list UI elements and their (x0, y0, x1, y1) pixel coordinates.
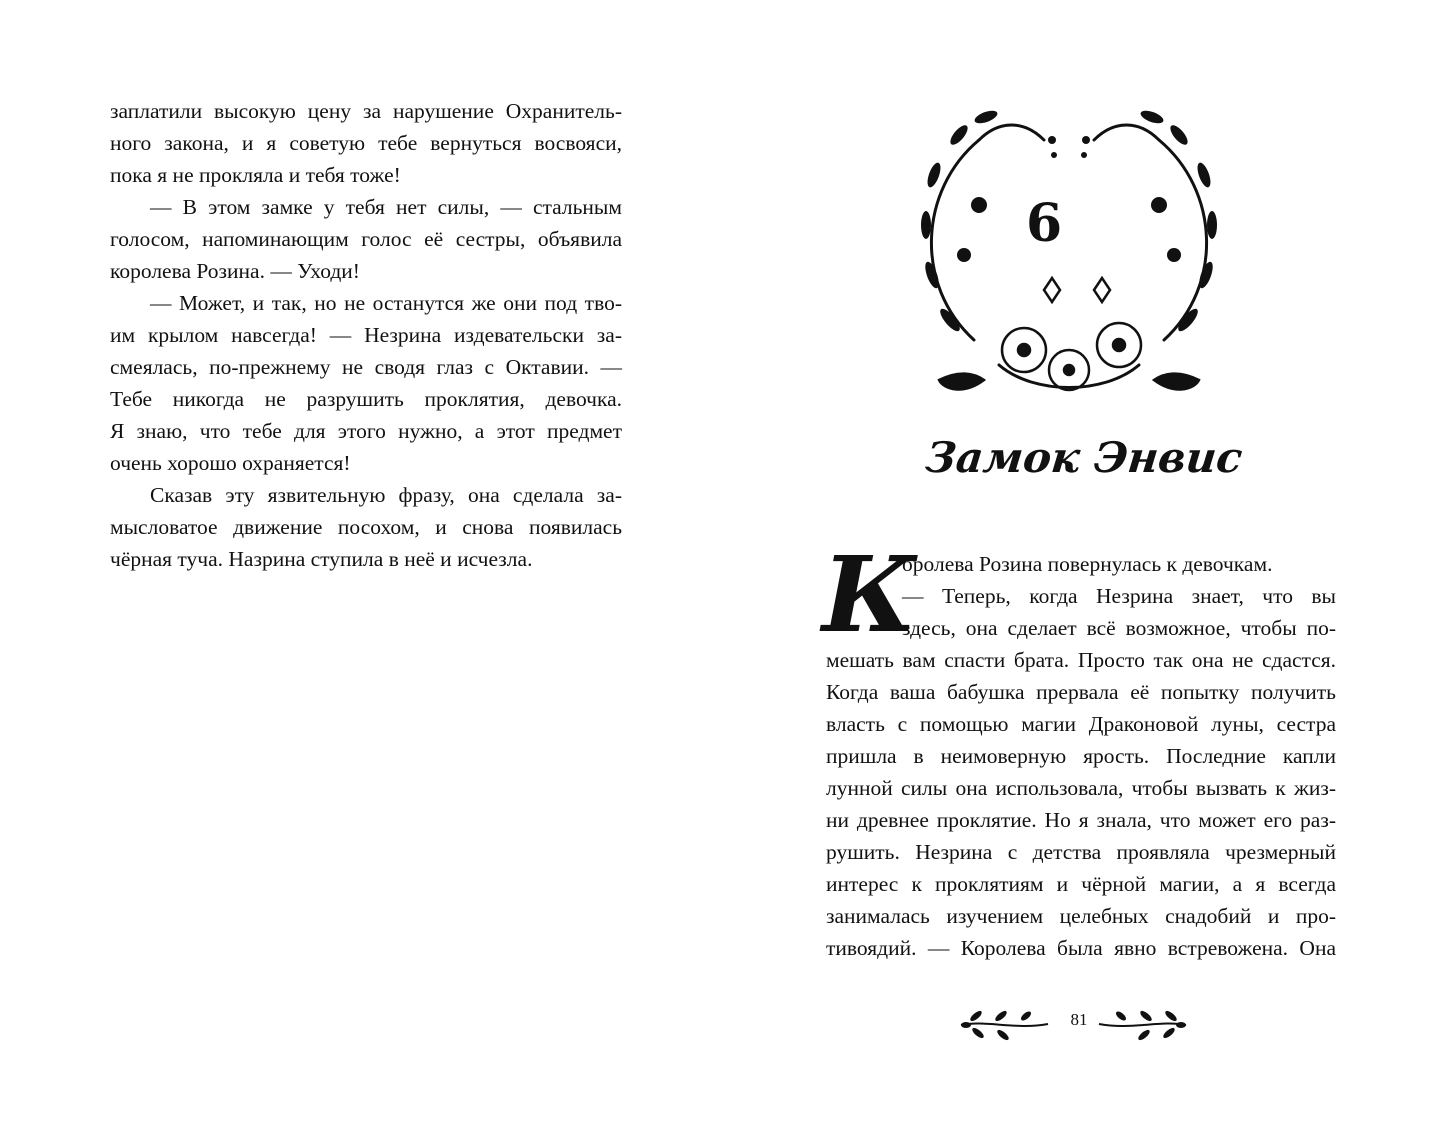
text-line: мысловатое движение посохом, и снова появилась (110, 515, 622, 539)
right-page (724, 0, 1449, 1125)
text-line: чёрная туча. Назрина ступила в неё и исчезла. (110, 547, 533, 571)
text-line: Тебе никогда не разрушить проклятия, девочка. (110, 387, 622, 411)
leaf-ornament-left-icon (956, 1000, 1051, 1050)
text-line: голосом, напоминающим голос её сестры, объявила (110, 227, 622, 251)
text-line: смеялась, по-прежнему не сводя глаз с Октавии. — (110, 355, 622, 379)
text-line: ного закона, и я советую тебе вернуться восвояси, (110, 131, 622, 155)
text-line: им крылом навсегда! — Незрина издевательски за- (110, 323, 622, 347)
text-line: пока я не прокляла и тебя тоже! (110, 163, 401, 187)
text-line: заплатили высокую цену за нарушение Охранитель- (110, 99, 622, 123)
leaf-ornament-right-icon (1096, 1000, 1191, 1050)
text-line: рушить. Незрина с детства проявляла чрезмерный (826, 840, 1336, 864)
text-line: — Может, и так, но не останутся же они под тво- (150, 291, 622, 315)
text-line: занималась изучением целебных снадобий и про- (826, 904, 1336, 928)
text-line: ни древнее проклятие. Но я знала, что может его раз- (826, 808, 1336, 832)
left-page (0, 0, 724, 1125)
text-line: — В этом замке у тебя нет силы, — стальным (150, 195, 622, 219)
floral-wreath-icon (904, 95, 1234, 405)
chapter-title: Замок Энвис (923, 433, 1245, 482)
text-line: — Теперь, когда Незрина знает, что вы (902, 584, 1336, 608)
text-line: власть с помощью магии Драконовой луны, сестра (826, 712, 1336, 736)
drop-cap: К (822, 533, 917, 656)
text-line: оролева Розина повернулась к девочкам. (902, 552, 1273, 576)
text-line: очень хорошо охраняется! (110, 451, 351, 475)
text-line: Когда ваша бабушка прервала её попытку получить (826, 680, 1336, 704)
text-line: тивоядий. — Королева была явно встревожена. Она (826, 936, 1336, 960)
text-line: лунной силы она использовала, чтобы вызвать к жиз- (826, 776, 1336, 800)
text-line: интерес к проклятиям и чёрной магии, а я всегда (826, 872, 1336, 896)
text-line: мешать вам спасти брата. Просто так она не сдастся. (826, 648, 1336, 672)
text-line: королева Розина. — Уходи! (110, 259, 360, 283)
text-line: здесь, она сделает всё возможное, чтобы по- (902, 616, 1336, 640)
text-line: Сказав эту язвительную фразу, она сделала за- (150, 483, 622, 507)
chapter-number: 6 (1026, 193, 1063, 254)
text-line: пришла в неимоверную ярость. Последние капли (826, 744, 1336, 768)
text-line: Я знаю, что тебе для этого нужно, а этот предмет (110, 419, 622, 443)
page-number: 81 (1070, 1010, 1088, 1029)
